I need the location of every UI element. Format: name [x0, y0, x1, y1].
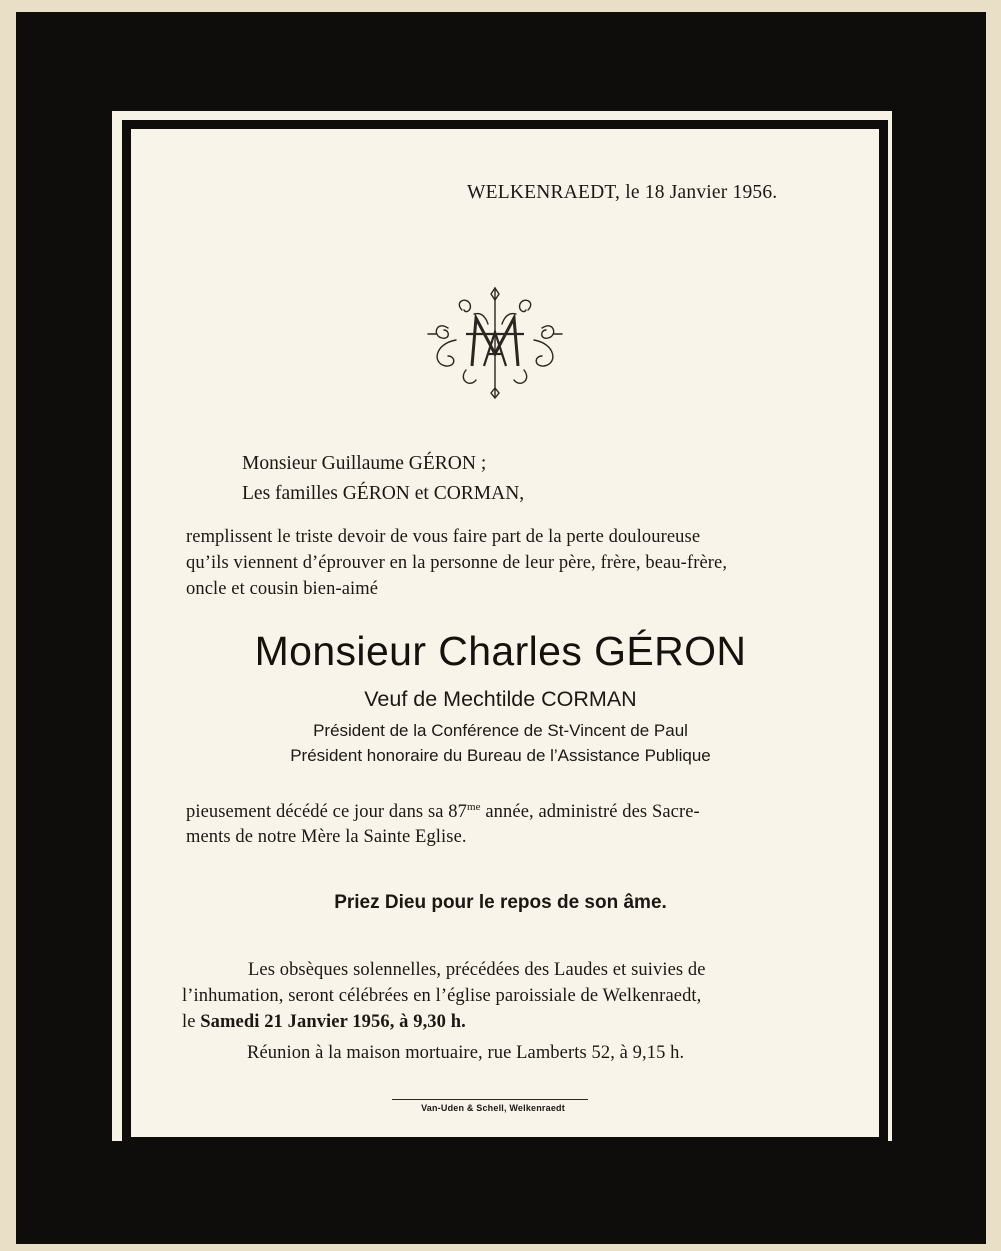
announcement-line: remplissent le triste devoir de vous faire part de la perte douloureuse: [186, 527, 701, 547]
funeral-line: Les obsèques solennelles, précédées des Laudes et suivies de: [248, 960, 706, 980]
deceased-name: Monsieur Charles GÉRON: [254, 628, 747, 674]
prayer-line: Priez Dieu pour le repos de son âme.: [334, 892, 667, 913]
marian-monogram-icon: [426, 284, 564, 400]
death-notice-line: [186, 801, 700, 823]
place-date: WELKENRAEDT, le 18 Janvier 1956.: [467, 182, 778, 203]
funeral-date-prefix: le: [182, 1012, 201, 1032]
family-line: Les familles GÉRON et CORMAN,: [242, 483, 525, 504]
funeral-date: Samedi 21 Janvier 1956, à 9,30 h.: [200, 1012, 466, 1032]
announcement-line: oncle et cousin bien-aimé: [186, 579, 379, 599]
widower-line: Veuf de Mechtilde CORMAN: [364, 687, 637, 711]
death-notice-line: ments de notre Mère la Sainte Eglise.: [186, 827, 467, 847]
divider: [392, 1099, 588, 1100]
title-line: Président honoraire du Bureau de l’Assistance Publique: [290, 746, 711, 765]
printer-credit: Van-Uden & Schell, Welkenraedt: [421, 1103, 565, 1113]
death-notice-text: année, administré des Sacre-: [480, 802, 700, 822]
funeral-line: [182, 1012, 466, 1033]
family-line: Monsieur Guillaume GÉRON ;: [242, 453, 487, 474]
funeral-line: l’inhumation, seront célébrées en l’église paroissiale de Welkenraedt,: [182, 986, 702, 1006]
meeting-line: Réunion à la maison mortuaire, rue Lamberts 52, à 9,15 h.: [247, 1043, 685, 1063]
ordinal-suffix: me: [467, 801, 481, 813]
death-notice-text: pieusement décédé ce jour dans sa 87: [186, 802, 467, 822]
announcement-line: qu’ils viennent d’éprouver en la personne de leur père, frère, beau-frère,: [186, 553, 728, 573]
title-line: Président de la Conférence de St-Vincent de Paul: [313, 721, 688, 740]
